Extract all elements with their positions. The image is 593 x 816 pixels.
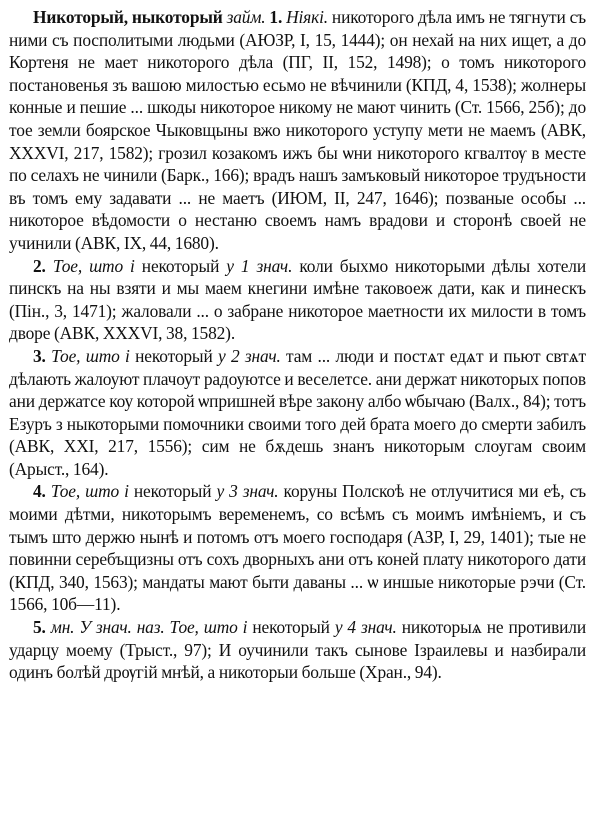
sense-2-number: 2. xyxy=(33,255,46,276)
sense-4-paragraph xyxy=(9,480,586,616)
sense-4-citations: коруны Полскоѣ не отлучитися ми еѣ, съ моими дѣтми, никоторымъ веременемъ, со всѣмъ съ моимъ имѣніемъ, и съ тымъ што держю нынѣ и потомъ отъ моего господаря (АЗР, I, 29, 1401); тые не повинни серебъщизны отъ сохъ дворныхъ ани отъ коней плату никоторого дати (КПД, 340, 1563); мандаты мают быти даваны ... ѡ иншые никоторые рэчи (Ст. 1566, 10б—11). xyxy=(9,481,586,615)
sense-2-citations: коли быхмо никоторыми дѣлы хотели пинскъ на ны взяти и мы маем кнегини имѣне таковоеж дати, как и пинескъ (Пін., 3, 1471); жаловали ... о забране никоторое маетности их милости в томъ дворе (АВК, XXXVI, 38, 1582). xyxy=(9,255,586,344)
part-of-speech: займ. xyxy=(226,7,266,27)
sense-4-number: 4. xyxy=(33,481,46,502)
sense-2-definition: Тое, што і xyxy=(52,255,135,276)
sense-3-paragraph xyxy=(9,345,586,481)
headword: Никоторый, ныкоторый xyxy=(33,7,223,27)
sense-1-definition: Ніякі. xyxy=(286,7,328,27)
sense-2-paragraph xyxy=(9,255,586,345)
sense-3-definition: Тое, што і xyxy=(51,345,130,366)
sense-5-number: 5. xyxy=(33,617,46,638)
sense-4-crossref-word: некоторый xyxy=(128,481,217,502)
sense-5-crossref-word: некоторый xyxy=(247,617,335,638)
sense-5-definition: мн. У знач. наз. Тое, што і xyxy=(50,617,248,638)
sense-4-definition: Тое, што і xyxy=(50,481,129,502)
sense-4-crossref-sense: у 3 знач. xyxy=(216,481,279,502)
sense-2-crossref-word: некоторый xyxy=(134,255,227,276)
sense-5-crossref-sense: у 4 знач. xyxy=(334,617,397,638)
sense-5-citations: никоторыѧ не противили ударцу моему (Трыст., 97); И оучинили такъ сынове Ізраилевы и назбирали одинъ болѣй дрѹгій мнѣй, а никоторыи больше (Хран., 94). xyxy=(9,617,586,683)
sense-5-paragraph xyxy=(9,616,586,684)
sense-3-number: 3. xyxy=(33,345,46,366)
sense-1-citations: никоторого дѣла имъ не тягнути съ ними съ посполитыми людьми (АЮЗР, I, 15, 1444); он нехай на них ищет, а до Кортеня не мает никоторого дѣла (ПГ, II, 152, 1498); о томъ никоторого постановенья зъ вашою милостью есьмо не вѣчинили (КПД, 4, 1538); жолнеры конные и пешие ... шкоды никоторое никому не мают чинить (Ст. 1566, 25б); до тое земли боярское Чыковщыны вжо никоторого уступу мети не маемъ (АВК, XXXVI, 217, 1582); грозил козакомъ ижъ бы ѡни никоторого кгвалтѹ в месте по селахъ не чинили (Барк., 166); врадъ нашъ замъковый никоторое трудъности въ томъ ему задавати ... не маетъ (ИЮМ, II, 247, 1646); позваные особы ... никоторое вѣдомости о нестаню своемъ намъ врадови и сторонѣ своей не учинили (АВК, IX, 44, 1680). xyxy=(9,7,587,253)
sense-3-citations: там ... люди и постѧт едѧт и пьют свтѧт дѣлають жалоуют плачоут радоуютсе и веселетсе. ани держат никоторых попов ани держатсе коу которой ѡпришней вѣре закону албо ѡбычаю (Валх., 84); тотъ Езуръ з ныкоторыми помочники своими того дей брата моего до смерти забилъ (АВК, XXI, 217, 1556); сим не бѫдешь знанъ никоторым слоугам своим (Арыст., 164). xyxy=(9,345,587,479)
sense-1-number: 1. xyxy=(269,7,283,27)
sense-1-paragraph xyxy=(9,6,586,255)
sense-2-crossref-sense: у 1 знач. xyxy=(226,255,293,276)
sense-3-crossref-word: некоторый xyxy=(129,345,218,366)
sense-3-crossref-sense: у 2 знач. xyxy=(218,345,281,366)
